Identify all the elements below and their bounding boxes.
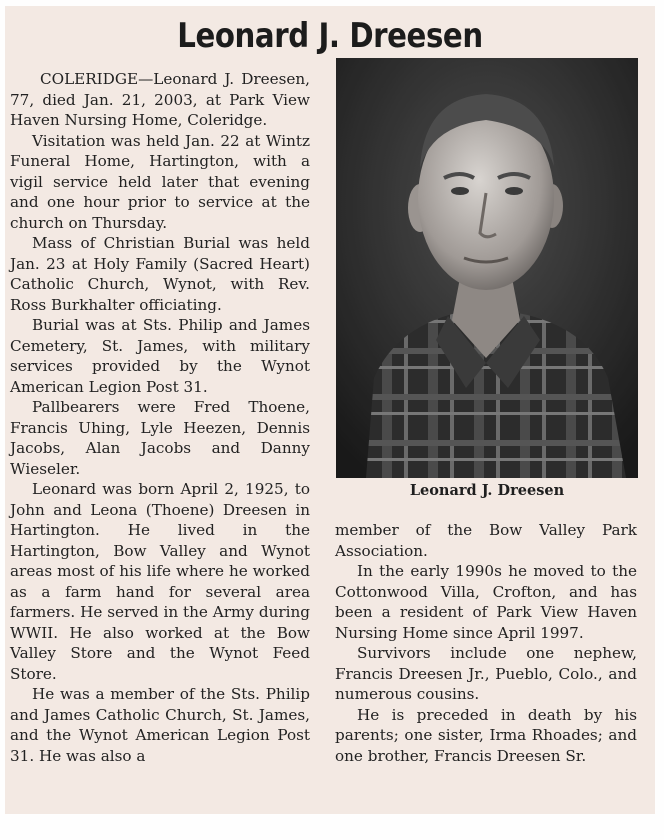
paragraph-mass: Mass of Christian Burial was held Jan. 23 at Holy Family (Sacred Heart) Catholic Church, Wynot, with Rev. Ross Burkhalter officiating.: [10, 234, 310, 314]
paragraph-residence: In the early 1990s he moved to the Cottonwood Villa, Crofton, and has been a resident of Park View Haven Nursing Home since April 1997.: [335, 562, 637, 642]
obituary-clipping: [5, 6, 655, 814]
paragraph-survivors: Survivors include one nephew, Francis Dreesen Jr., Pueblo, Colo., and numerous cousins.: [335, 644, 637, 703]
paragraph-pallbearers: Pallbearers were Fred Thoene, Francis Uhing, Lyle Heezen, Dennis Jacobs, Alan Jacobs and Danny Wieseler.: [10, 398, 310, 478]
paragraph-death-notice: COLERIDGE—Leonard J. Dreesen, 77, died Jan. 21, 2003, at Park View Haven Nursing Home, Coleridge.: [10, 70, 310, 129]
paragraph-burial: Burial was at Sts. Philip and James Cemetery, St. James, with military services provided by the Wynot American Legion Post 31.: [10, 316, 310, 396]
text-column-left: [10, 69, 310, 766]
paragraph-membership: He was a member of the Sts. Philip and James Catholic Church, St. James, and the Wynot American Legion Post 31. He was also a: [10, 685, 310, 765]
headline: Leonard J. Dreesen: [177, 16, 483, 56]
paragraph-association: member of the Bow Valley Park Association.: [335, 521, 637, 560]
portrait-illustration: [336, 58, 638, 478]
portrait-photo: [336, 58, 638, 478]
photo-caption: Leonard J. Dreesen: [409, 482, 565, 499]
paragraph-biography: Leonard was born April 2, 1925, to John and Leona (Thoene) Dreesen in Hartington. He lived in the Hartington, Bow Valley and Wynot areas most of his life where he worked as a farm hand for several area farmers. He served in the Army during WWII. He also worked at the Bow Valley Store and the Wynot Feed Store.: [10, 480, 310, 683]
text-column-right: [335, 520, 637, 766]
paragraph-visitation: Visitation was held Jan. 22 at Wintz Funeral Home, Hartington, with a vigil service held later that evening and one hour prior to service at the church on Thursday.: [10, 131, 310, 232]
paragraph-preceded: He is preceded in death by his parents; one sister, Irma Rhoades; and one brother, Francis Dreesen Sr.: [335, 705, 637, 765]
